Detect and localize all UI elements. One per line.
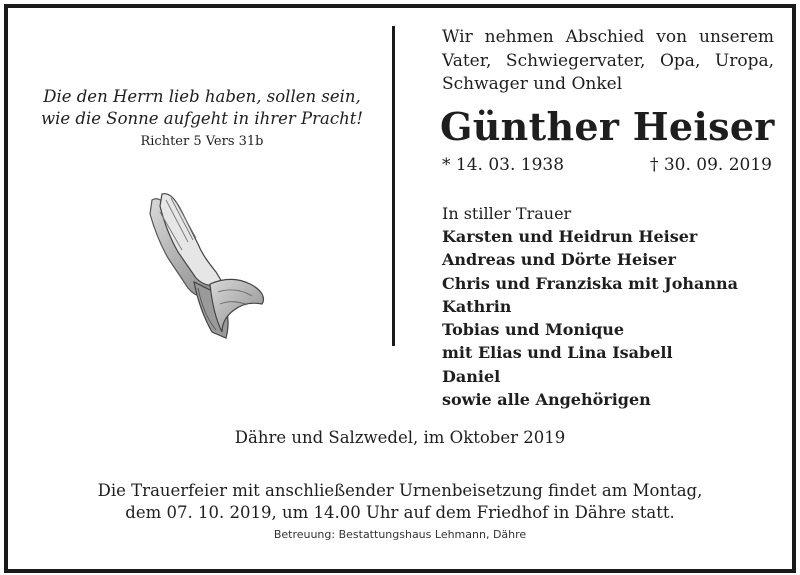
mourners-list <box>442 225 782 411</box>
death-date: † 30. 09. 2019 <box>649 155 772 175</box>
column-divider <box>392 26 395 346</box>
verse-line-1: Die den Herrn lieb haben, sollen sein, <box>43 87 361 106</box>
farewell-intro: Wir nehmen Abschied von unserem Vater, Schwiegervater, Opa, Uropa, Schwager und Onkel <box>442 27 774 94</box>
list-item: sowie alle Angehörigen <box>442 390 651 410</box>
ceremony-info <box>0 480 800 524</box>
list-item: Andreas und Dörte Heiser <box>442 250 676 270</box>
list-item: Kathrin <box>442 296 512 316</box>
list-item: Karsten und Heidrun Heiser <box>442 227 698 246</box>
place-and-date: Dähre und Salzwedel, im Oktober 2019 <box>234 428 566 447</box>
deceased-name: Günther Heiser <box>440 104 775 149</box>
ceremony-line-2: dem 07. 10. 2019, um 14.00 Uhr auf dem Friedhof in Dähre statt. <box>125 503 675 522</box>
verse-line-2: wie die Sonne aufgeht in ihrer Pracht! <box>41 109 363 128</box>
verse-reference: Richter 5 Vers 31b <box>140 134 264 149</box>
list-item: mit Elias und Lina Isabell <box>442 343 673 363</box>
list-item: Tobias und Monique <box>442 320 625 340</box>
list-item: Chris und Franziska mit Johanna <box>442 273 739 293</box>
life-dates <box>442 155 772 175</box>
mourners-intro: In stiller Trauer <box>442 204 572 223</box>
funeral-home: Betreuung: Bestattungshaus Lehmann, Dähre <box>273 528 527 541</box>
ceremony-line-1: Die Trauerfeier mit anschließender Urnenbeisetzung findet am Montag, <box>97 481 703 500</box>
list-item: Daniel <box>442 366 501 386</box>
birth-date: * 14. 03. 1938 <box>442 155 565 175</box>
bible-verse <box>22 86 382 130</box>
praying-hands-icon <box>138 192 268 342</box>
